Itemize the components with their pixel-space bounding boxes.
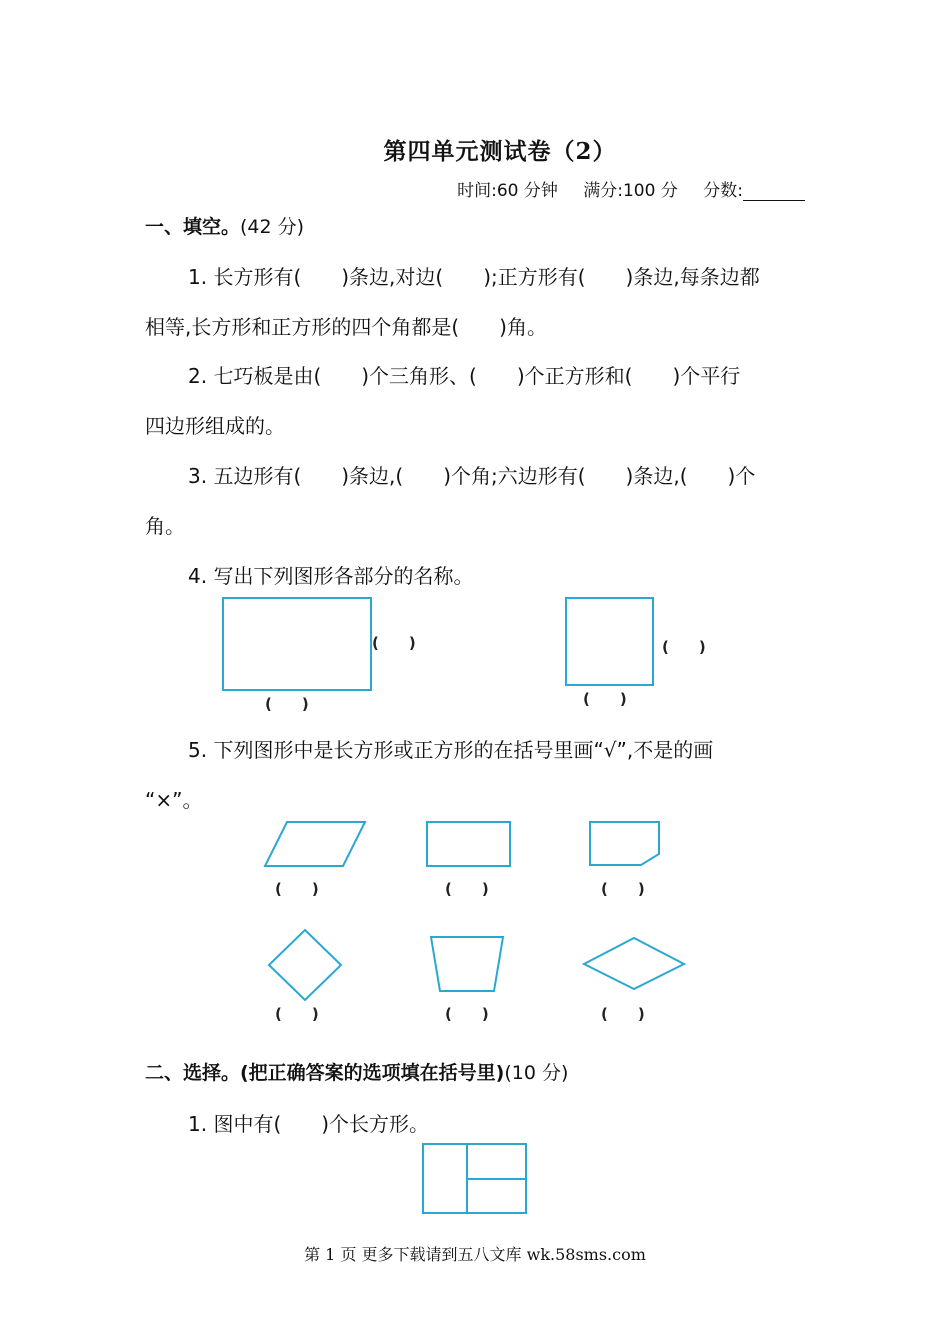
q4-rectangle-figure [215,590,385,700]
section-2-points: (10 分) [504,1062,569,1084]
q5-answer-2[interactable]: ( ) [445,880,489,898]
section-2-label: 二、选择。(把正确答案的选项填在括号里) [145,1062,505,1084]
q3-line1: 3. 五边形有( )条边,( )个角;六边形有( )条边,( )个 [188,464,756,488]
q3-line2: 角。 [145,514,185,538]
q4-rect-bottom-bracket[interactable]: ( ) [265,695,309,713]
q4-square-side-bracket[interactable]: ( ) [662,638,706,656]
section-1-heading [145,212,304,239]
parallelogram-shape [260,816,370,871]
time-info: 时间:60 分钟 [457,181,558,201]
score-label: 分数: [703,181,743,201]
q2-line2: 四边形组成的。 [145,414,285,438]
rotated-square-shape [263,925,348,1005]
square-shape [566,598,653,685]
q5-answer-5[interactable]: ( ) [445,1005,489,1023]
q5-answer-1[interactable]: ( ) [275,880,319,898]
s2q1-line1: 1. 图中有( )个长方形。 [188,1112,430,1136]
q5-answer-4[interactable]: ( ) [275,1005,319,1023]
q5-answer-3[interactable]: ( ) [601,880,645,898]
q5-answer-6[interactable]: ( ) [601,1005,645,1023]
full-score-info: 满分:100 分 [583,181,678,201]
q2-line1: 2. 七巧板是由( )个三角形、( )个正方形和( )个平行 [188,364,741,388]
score-blank[interactable] [743,182,805,201]
q1-line1: 1. 长方形有( )条边,对边( );正方形有( )条边,每条边都 [188,265,760,289]
rectangle-shape [223,598,371,690]
section-2-heading [145,1058,568,1085]
q4-rect-side-bracket[interactable]: ( ) [372,634,416,652]
q5-line2: “×”。 [145,788,203,812]
trapezoid-shape [425,930,510,998]
page-title: 第四单元测试卷（2） [383,138,617,165]
rhombus-shape [580,932,690,994]
q4-square-figure [558,590,658,690]
q4-square-bottom-bracket[interactable]: ( ) [583,690,627,708]
q4-line1: 4. 写出下列图形各部分的名称。 [188,564,474,588]
cut-corner-rectangle-shape [585,816,665,871]
rectangle-count-figure [418,1138,533,1220]
exam-meta [437,176,805,201]
section-1-label: 一、填空。 [145,216,241,238]
page-footer: 第 1 页 更多下载请到五八文库 wk.58sms.com [304,1245,646,1264]
q5-line1: 5. 下列图形中是长方形或正方形的在括号里画“√”,不是的画 [188,738,714,762]
section-1-points: (42 分) [240,216,305,238]
rectangle-shape-2 [422,816,517,871]
q1-line2: 相等,长方形和正方形的四个角都是( )角。 [145,315,547,339]
